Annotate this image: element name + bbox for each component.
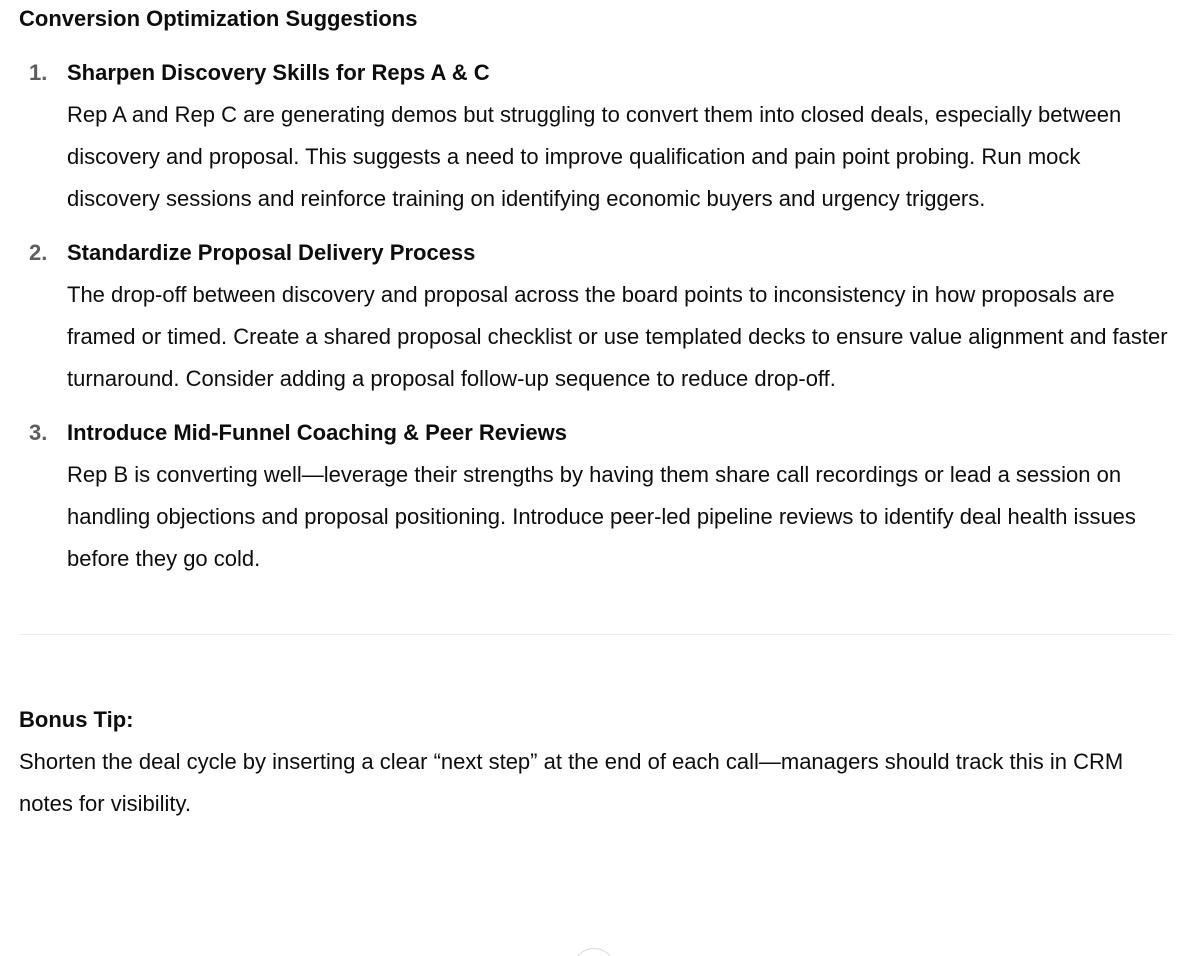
message-content [0,6,1192,956]
list-number: 1. [29,60,48,85]
scroll-down-button[interactable] [572,948,616,956]
bonus-tip [19,699,1173,825]
bonus-tip-title: Bonus Tip: [19,707,134,732]
suggestion-body: Rep B is converting well—leverage their strengths by having them share call recordings or lead a session on handling objections and proposal positioning. Introduce peer-led pipeline reviews to identify deal health issues before they go cold. [67,462,1136,571]
list-item [19,52,1173,220]
suggestion-title: Introduce Mid-Funnel Coaching & Peer Reviews [67,420,567,445]
suggestion-body: Rep A and Rep C are generating demos but struggling to convert them into closed deals, especially between discovery and proposal. This suggests a need to improve qualification and pain point probing. Run mock discovery sessions and reinforce training on identifying economic buyers and urgency triggers. [67,102,1122,211]
bonus-tip-text: Shorten the deal cycle by inserting a clear “next step” at the end of each call—managers should track this in CRM notes for visibility. [19,749,1124,816]
list-item [19,412,1173,580]
divider [19,634,1173,635]
suggestion-title: Sharpen Discovery Skills for Reps A & C [67,60,490,85]
suggestion-title: Standardize Proposal Delivery Process [67,240,476,265]
suggestion-body: The drop-off between discovery and proposal across the board points to inconsistency in how proposals are framed or timed. Create a shared proposal checklist or use templated decks to ensure value alignment and faster turnaround. Consider adding a proposal follow-up sequence to reduce drop-off. [67,282,1168,391]
section-title: Conversion Optimization Suggestions [19,6,418,31]
suggestion-list [19,52,1173,580]
list-number: 3. [29,420,48,445]
list-number: 2. [29,240,48,265]
list-item [19,232,1173,400]
